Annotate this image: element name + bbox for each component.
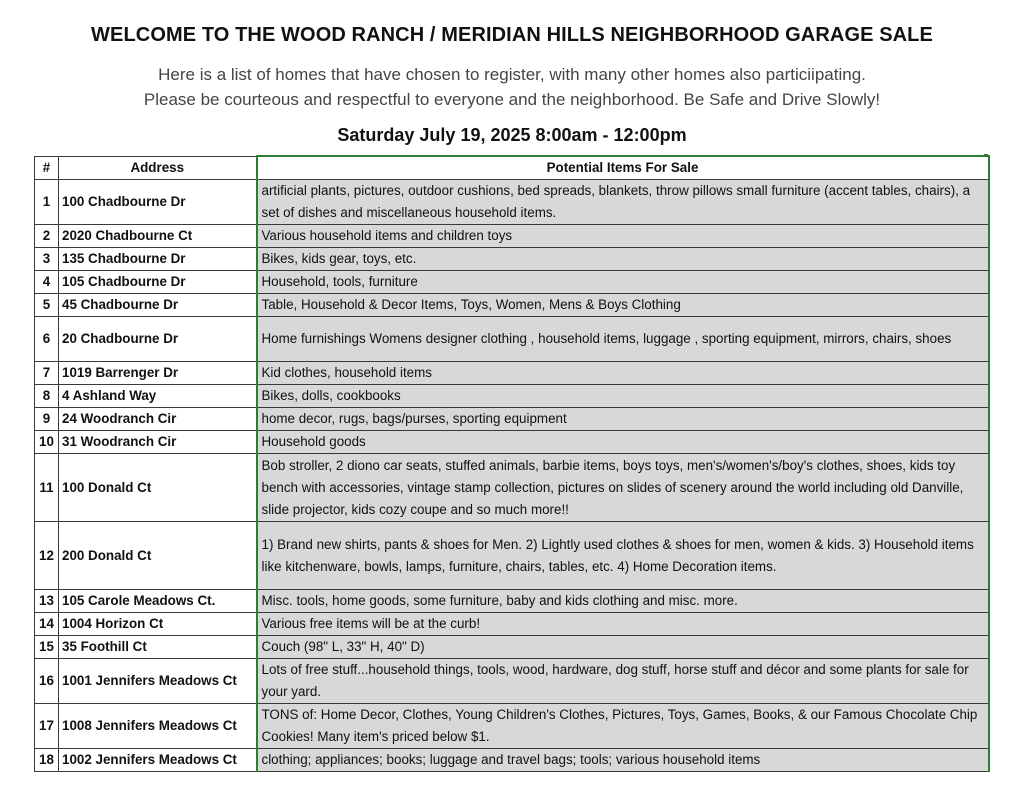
row-number: 7 — [35, 362, 59, 385]
row-address: 20 Chadbourne Dr — [59, 317, 257, 362]
row-items: TONS of: Home Decor, Clothes, Young Children's Clothes, Pictures, Toys, Games, Books, & our Famous Chocolate Chip Cookies! Many item's priced below $1. — [257, 704, 989, 749]
table-header-row — [35, 156, 989, 180]
intro-text — [0, 62, 1024, 112]
row-number: 6 — [35, 317, 59, 362]
table-row — [35, 317, 989, 362]
row-items: artificial plants, pictures, outdoor cushions, bed spreads, blankets, throw pillows small furniture (accent tables, chairs), a set of dishes and miscellaneous household items. — [257, 180, 989, 225]
row-items: Various household items and children toys — [257, 225, 989, 248]
row-number: 8 — [35, 385, 59, 408]
column-header-address: Address — [59, 156, 257, 180]
intro-line-1: Here is a list of homes that have chosen to register, with many other homes also particiipating. — [158, 65, 866, 84]
row-number: 14 — [35, 613, 59, 636]
table-row — [35, 704, 989, 749]
table-row — [35, 590, 989, 613]
table-row — [35, 294, 989, 317]
column-header-items: Potential Items For Sale — [257, 156, 989, 180]
row-address: 35 Foothill Ct — [59, 636, 257, 659]
table-row — [35, 385, 989, 408]
row-items: Couch (98" L, 33" H, 40" D) — [257, 636, 989, 659]
homes-table — [34, 155, 990, 772]
row-address: 31 Woodranch Cir — [59, 431, 257, 454]
table-row — [35, 454, 989, 522]
row-address: 105 Carole Meadows Ct. — [59, 590, 257, 613]
table-row — [35, 522, 989, 590]
row-items: Home furnishings Womens designer clothing , household items, luggage , sporting equipment, mirrors, chairs, shoes — [257, 317, 989, 362]
row-number: 4 — [35, 271, 59, 294]
row-number: 1 — [35, 180, 59, 225]
table-row — [35, 180, 989, 225]
table-row — [35, 362, 989, 385]
row-items: Kid clothes, household items — [257, 362, 989, 385]
row-number: 10 — [35, 431, 59, 454]
page-title: WELCOME TO THE WOOD RANCH / MERIDIAN HILLS NEIGHBORHOOD GARAGE SALE — [91, 24, 933, 46]
row-items: Table, Household & Decor Items, Toys, Women, Mens & Boys Clothing — [257, 294, 989, 317]
table-row — [35, 248, 989, 271]
row-items: Bikes, kids gear, toys, etc. — [257, 248, 989, 271]
row-address: 1002 Jennifers Meadows Ct — [59, 749, 257, 772]
row-items: Bikes, dolls, cookbooks — [257, 385, 989, 408]
row-address: 135 Chadbourne Dr — [59, 248, 257, 271]
table-body — [35, 180, 989, 772]
row-items: Lots of free stuff...household things, tools, wood, hardware, dog stuff, horse stuff and décor and some plants for sale for your yard. — [257, 659, 989, 704]
row-address: 100 Chadbourne Dr — [59, 180, 257, 225]
table-row — [35, 659, 989, 704]
table-row — [35, 271, 989, 294]
row-number: 17 — [35, 704, 59, 749]
sale-date: Saturday July 19, 2025 8:00am - 12:00pm — [337, 125, 687, 145]
row-number: 9 — [35, 408, 59, 431]
row-address: 4 Ashland Way — [59, 385, 257, 408]
row-items: Bob stroller, 2 diono car seats, stuffed animals, barbie items, boys toys, men's/women's/boy's clothes, shoes, kids toy bench with accessories, vintage stamp collection, pictures on slides of scenery around the world including old Danville, slide projector, kids cozy coupe and so much more!! — [257, 454, 989, 522]
row-items: 1) Brand new shirts, pants & shoes for Men. 2) Lightly used clothes & shoes for men, women & kids. 3) Household items like kitchenware, bowls, lamps, furniture, chairs, tables, etc. 4) Home Decoration items. — [257, 522, 989, 590]
row-items: home decor, rugs, bags/purses, sporting equipment — [257, 408, 989, 431]
row-address: 2020 Chadbourne Ct — [59, 225, 257, 248]
row-address: 1004 Horizon Ct — [59, 613, 257, 636]
row-items: Household goods — [257, 431, 989, 454]
row-items: Misc. tools, home goods, some furniture, baby and kids clothing and misc. more. — [257, 590, 989, 613]
row-address: 24 Woodranch Cir — [59, 408, 257, 431]
row-items: Household, tools, furniture — [257, 271, 989, 294]
row-number: 13 — [35, 590, 59, 613]
row-number: 12 — [35, 522, 59, 590]
row-address: 1008 Jennifers Meadows Ct — [59, 704, 257, 749]
column-header-number: # — [35, 156, 59, 180]
row-items: Various free items will be at the curb! — [257, 613, 989, 636]
row-address: 100 Donald Ct — [59, 454, 257, 522]
row-address: 200 Donald Ct — [59, 522, 257, 590]
row-number: 5 — [35, 294, 59, 317]
row-items: clothing; appliances; books; luggage and travel bags; tools; various household items — [257, 749, 989, 772]
row-number: 3 — [35, 248, 59, 271]
row-number: 11 — [35, 454, 59, 522]
table-row — [35, 225, 989, 248]
table-row — [35, 431, 989, 454]
intro-line-2: Please be courteous and respectful to everyone and the neighborhood. Be Safe and Drive Slowly! — [143, 90, 881, 109]
row-number: 2 — [35, 225, 59, 248]
row-address: 1001 Jennifers Meadows Ct — [59, 659, 257, 704]
row-address: 45 Chadbourne Dr — [59, 294, 257, 317]
row-address: 105 Chadbourne Dr — [59, 271, 257, 294]
row-address: 1019 Barrenger Dr — [59, 362, 257, 385]
table-row — [35, 613, 989, 636]
table-row — [35, 636, 989, 659]
row-number: 16 — [35, 659, 59, 704]
row-number: 18 — [35, 749, 59, 772]
table-row — [35, 408, 989, 431]
table-row — [35, 749, 989, 772]
row-number: 15 — [35, 636, 59, 659]
